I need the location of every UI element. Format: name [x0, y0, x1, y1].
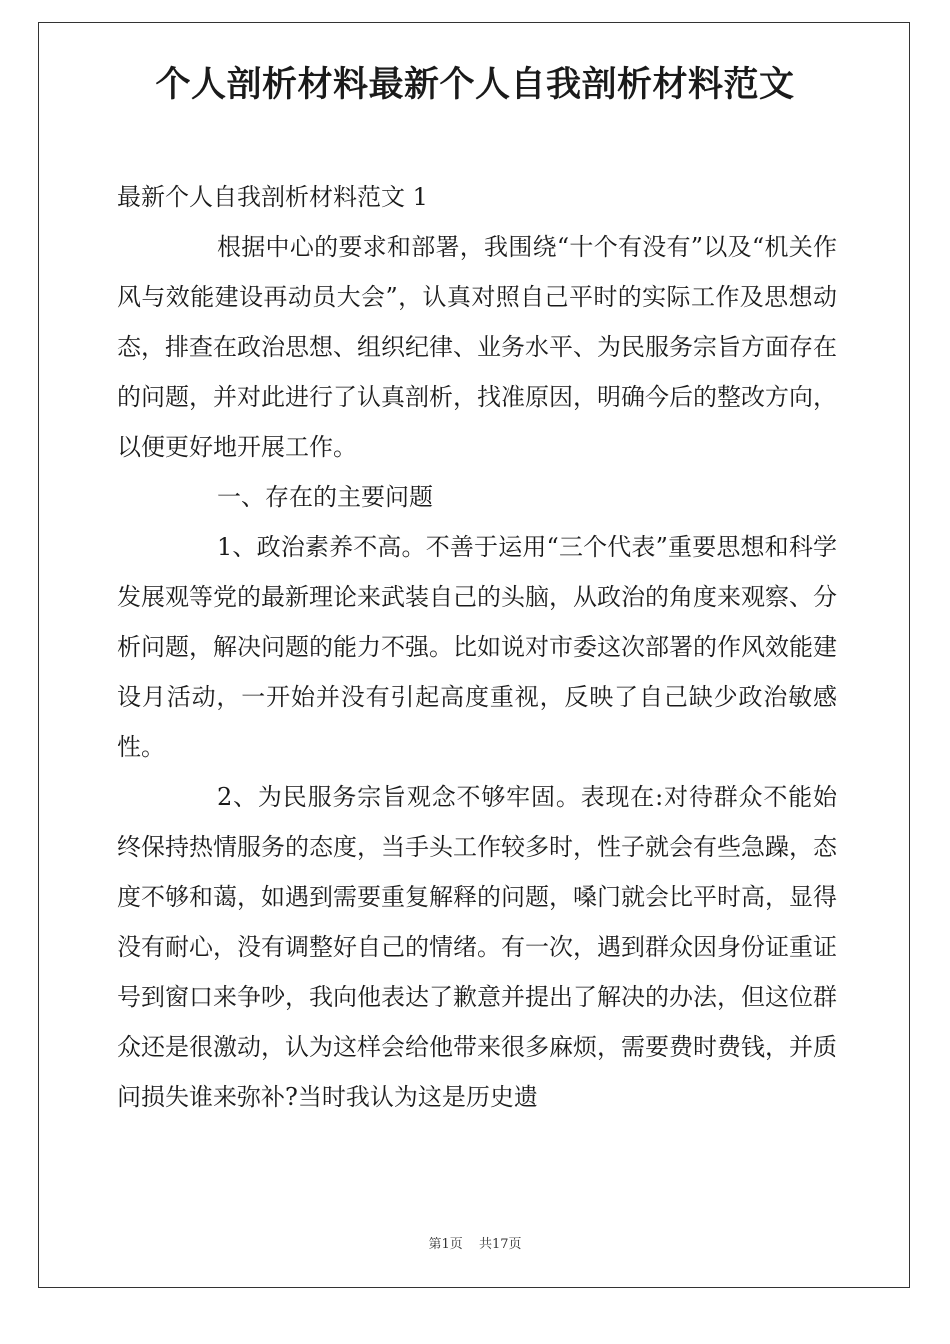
- page-number: 第1页: [428, 1237, 463, 1252]
- paragraph-heading-problems: 一、存在的主要问题: [217, 483, 433, 511]
- paragraph-item-2: 2、为民服务宗旨观念不够牢固。表现在:对待群众不能始终保持热情服务的态度，当手头工作较多时，性子就会有些急躁，态度不够和蔼，如遇到需要重复解释的问题，嗓门就会比平时高，显得没有耐心，没有调整好自己的情绪。有一次，遇到群众因身份证重证号到窗口来争吵，我向他表达了歉意并提出了解决的办法，但这位群众还是很激动，认为这样会给他带来很多麻烦，需要费时费钱，并质问损失谁来弥补?当时我认为这是历史遗: [117, 783, 837, 1111]
- page-footer: [0, 1233, 950, 1252]
- document-body: [117, 172, 837, 1122]
- document-title: 个人剖析材料最新个人自我剖析材料范文: [155, 64, 795, 105]
- section-heading: 最新个人自我剖析材料范文 1: [117, 183, 428, 211]
- paragraph-intro: 根据中心的要求和部署，我围绕“十个有没有”以及“机关作风与效能建设再动员大会”，认真对照自己平时的实际工作及思想动态，排查在政治思想、组织纪律、业务水平、为民服务宗旨方面存在的问题，并对此进行了认真剖析，找准原因，明确今后的整改方向，以便更好地开展工作。: [117, 233, 837, 461]
- paragraph-item-1: 1、政治素养不高。不善于运用“三个代表”重要思想和科学发展观等党的最新理论来武装自己的头脑，从政治的角度来观察、分析问题，解决问题的能力不强。比如说对市委这次部署的作风效能建设月活动，一开始并没有引起高度重视，反映了自己缺少政治敏感性。: [117, 533, 837, 761]
- page-total: 共17页: [478, 1237, 522, 1252]
